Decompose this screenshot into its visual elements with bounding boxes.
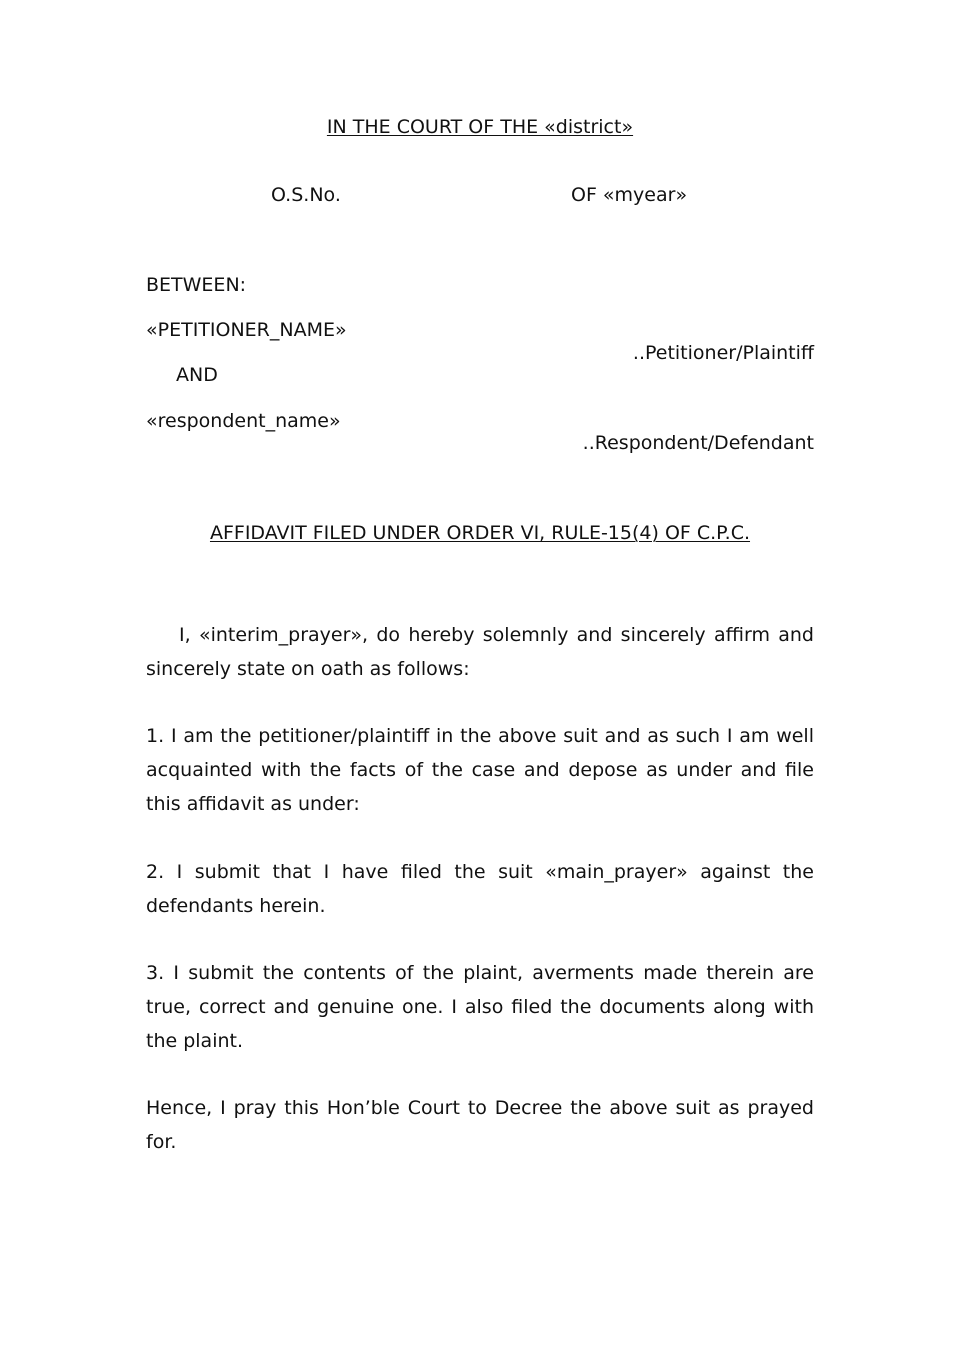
petitioner-role: ..Petitioner/Plaintiff xyxy=(632,342,814,364)
intro-paragraph: I, «interim_prayer», do hereby solemnly and sincerely affirm and sincerely state on oath as follows: xyxy=(146,624,814,680)
paragraph-3: 3. I submit the contents of the plaint, averments made therein are true, correct and genuine one. I also filed the documents along with the plaint. xyxy=(146,962,814,1052)
petitioner-name: «PETITIONER_NAME» xyxy=(146,319,347,341)
paragraph-1: 1. I am the petitioner/plaintiff in the above suit and as such I am well acquainted with the facts of the case and depose as under and file this affidavit as under: xyxy=(146,725,814,815)
paragraph-2: 2. I submit that I have filed the suit «main_prayer» against the defendants herein. xyxy=(146,861,814,917)
court-heading: IN THE COURT OF THE «district» xyxy=(326,116,634,138)
and-label: AND xyxy=(176,364,218,386)
case-year: OF «myear» xyxy=(571,184,688,206)
respondent-role: ..Respondent/Defendant xyxy=(582,432,814,454)
affidavit-title: AFFIDAVIT FILED UNDER ORDER VI, RULE-15(4) OF C.P.C. xyxy=(209,522,751,544)
between-label: BETWEEN: xyxy=(146,274,247,296)
respondent-name: «respondent_name» xyxy=(146,410,341,432)
prayer-paragraph: Hence, I pray this Hon’ble Court to Decree the above suit as prayed for. xyxy=(146,1097,814,1153)
case-number-label: O.S.No. xyxy=(271,184,341,206)
